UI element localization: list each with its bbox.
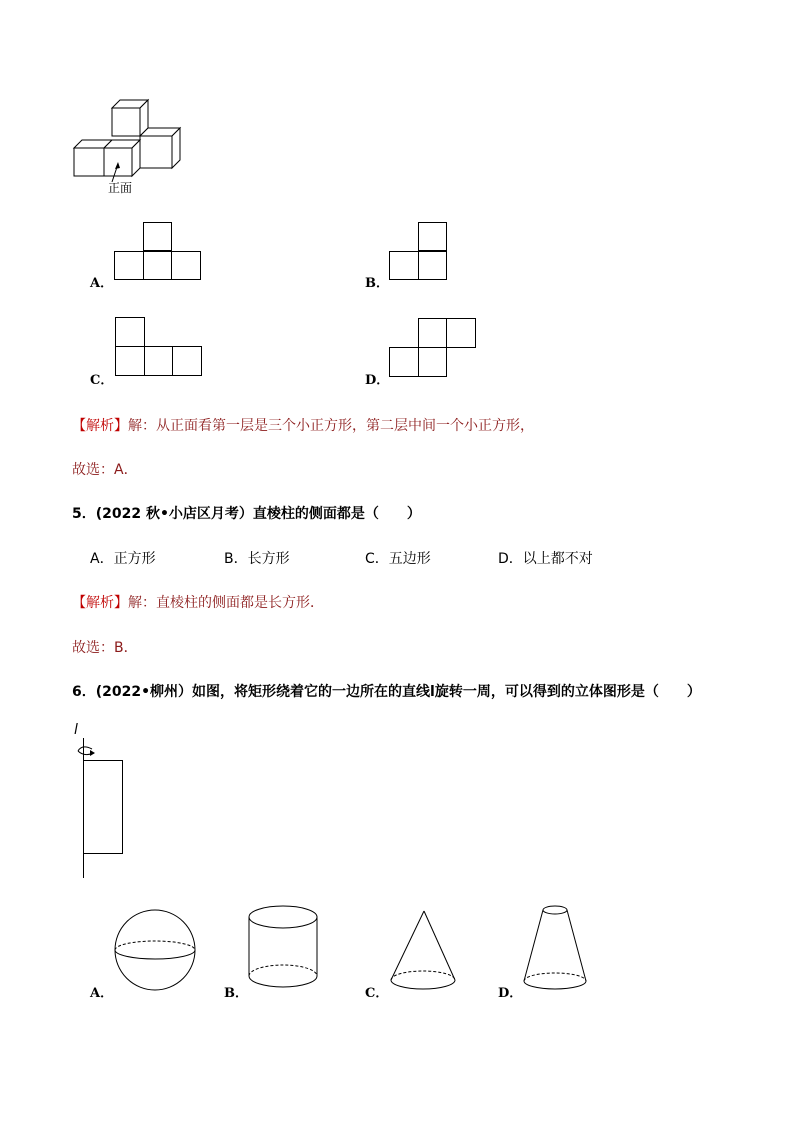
q6-option-b-label[interactable]: B． bbox=[224, 986, 248, 1001]
q4-analysis-tag: 【解析】 bbox=[72, 418, 128, 434]
q5-stem: 5．(2022 秋•小店区月考）直棱柱的侧面都是（ ） bbox=[72, 506, 421, 522]
q5-analysis-tag: 【解析】 bbox=[72, 595, 128, 611]
q4-option-a-label[interactable]: A． bbox=[90, 276, 114, 291]
axis-label: l bbox=[74, 722, 78, 738]
q5-option-d[interactable]: D．以上都不对 bbox=[498, 551, 593, 567]
q6-stem: 6．(2022•柳州）如图，将矩形绕着它的一边所在的直线l旋转一周，可以得到的立体图形是（ ） bbox=[72, 684, 701, 700]
q6-option-c-cone[interactable] bbox=[389, 909, 459, 993]
q6-option-c-label[interactable]: C． bbox=[365, 986, 389, 1001]
q5-analysis bbox=[72, 592, 324, 612]
q5-option-c[interactable]: C．五边形 bbox=[365, 551, 431, 567]
q4-option-b-figure[interactable] bbox=[389, 222, 451, 282]
q5-option-a[interactable]: A．正方形 bbox=[90, 551, 156, 567]
q4-option-a-figure[interactable] bbox=[114, 222, 204, 282]
q6-option-d-label[interactable]: D． bbox=[498, 986, 523, 1001]
q4-option-d-label[interactable]: D． bbox=[365, 373, 390, 388]
q6-option-a-label[interactable]: A． bbox=[90, 986, 114, 1001]
q5-analysis-text: 解：直棱柱的侧面都是长方形． bbox=[128, 595, 324, 611]
q5-option-b[interactable]: B．长方形 bbox=[224, 551, 290, 567]
q4-option-b-label[interactable]: B． bbox=[365, 276, 389, 291]
q6-option-b-cylinder[interactable] bbox=[248, 904, 320, 990]
q5-answer: 故选：B． bbox=[72, 640, 138, 656]
q4-analysis bbox=[72, 415, 534, 435]
q6-option-a-sphere[interactable] bbox=[114, 909, 198, 993]
q4-answer: 故选：A． bbox=[72, 462, 138, 478]
q4-option-c-figure[interactable] bbox=[115, 317, 205, 379]
q4-option-c-label[interactable]: C． bbox=[90, 373, 114, 388]
q4-analysis-text: 解：从正面看第一层是三个小正方形，第二层中间一个小正方形， bbox=[128, 418, 534, 434]
q4-option-d-figure[interactable] bbox=[389, 318, 479, 380]
front-label: 正面 bbox=[108, 181, 133, 195]
cube-stack-figure bbox=[70, 98, 190, 198]
q6-option-d-frustum[interactable] bbox=[522, 904, 590, 992]
rotation-figure bbox=[68, 716, 138, 882]
